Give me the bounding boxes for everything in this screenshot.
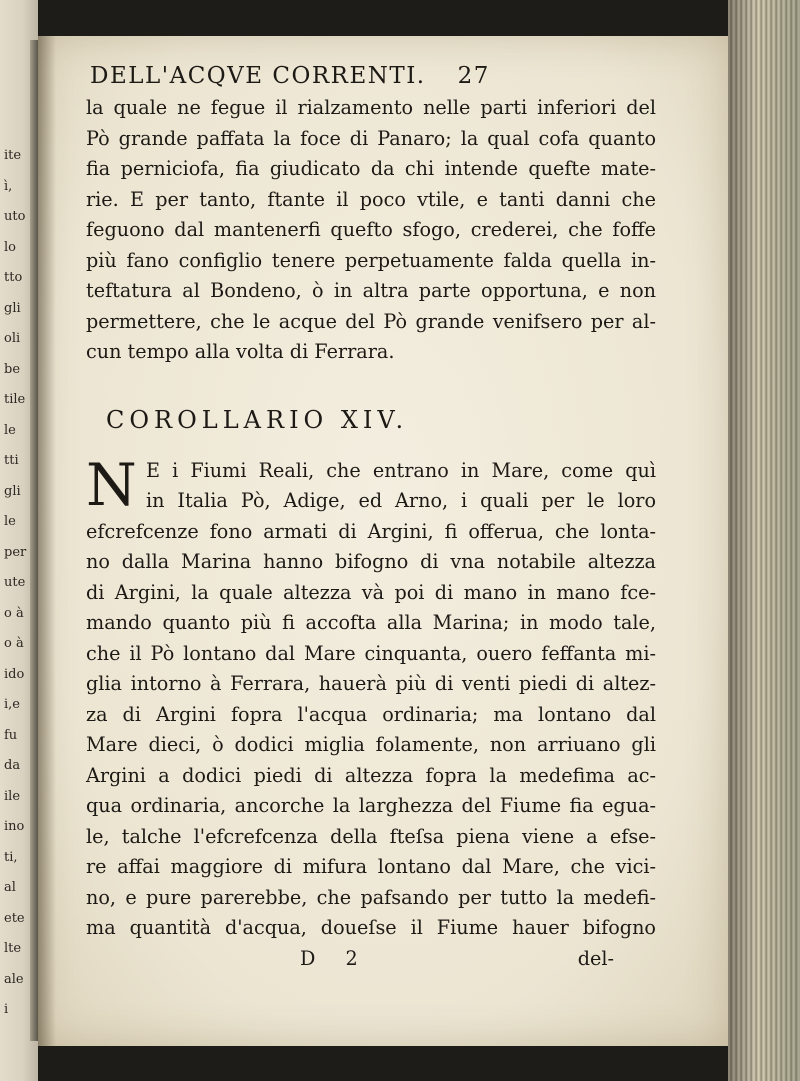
book-binding bbox=[30, 40, 38, 1041]
text-line: qua ordinaria, ancorche la larghezza del Fiume fia egua- bbox=[86, 794, 656, 817]
margin-fragment: o à bbox=[4, 605, 24, 621]
margin-fragment: ete bbox=[4, 910, 25, 926]
text-line: che il Pò lontano dal Mare cinquanta, ouero feffanta mi- bbox=[86, 641, 656, 665]
margin-fragment: gli bbox=[4, 483, 21, 499]
margin-fragment: ì, bbox=[4, 178, 13, 194]
margin-fragment: be bbox=[4, 361, 21, 377]
signature-mark: D 2 bbox=[300, 946, 370, 970]
margin-fragment: ute bbox=[4, 575, 26, 590]
text-line: Argini a dodici piedi di altezza fopra la medefima ac- bbox=[86, 763, 656, 787]
text-line: teftatura al Bondeno, ò in altra parte opportuna, e non bbox=[86, 279, 656, 302]
margin-fragment: ti, bbox=[4, 849, 18, 865]
page-text bbox=[86, 63, 656, 974]
text-line: efcrefcenze fono armati di Argini, fi offerua, che lonta- bbox=[86, 519, 656, 543]
running-header bbox=[90, 63, 656, 93]
text-line: di Argini, la quale altezza và poi di mano in mano fce- bbox=[86, 580, 656, 604]
text-line: E i Fiumi Reali, che entrano in Mare, come quì bbox=[146, 458, 656, 482]
text-line: le, talche l'efcrefcenza della fteſsa piena viene a efse- bbox=[86, 824, 656, 848]
text-line: ma quantità d'acqua, doueſse il Fiume hauer bifogno bbox=[86, 916, 656, 939]
margin-fragment: da bbox=[4, 758, 21, 773]
margin-fragment: lo bbox=[4, 239, 16, 255]
margin-fragment: le bbox=[4, 422, 16, 438]
text-line: za di Argini fopra l'acqua ordinaria; ma lontano dal bbox=[86, 702, 656, 726]
margin-fragment: o à bbox=[4, 636, 24, 651]
page-number: 27 bbox=[457, 63, 490, 89]
section-title: COROLLARIO XIV. bbox=[106, 405, 409, 434]
margin-fragment: ile bbox=[4, 788, 21, 804]
margin-fragment: per bbox=[4, 544, 27, 560]
text-line: la quale ne fegue il rialzamento nelle parti inferiori del bbox=[86, 96, 656, 119]
margin-fragment: gli bbox=[4, 300, 21, 316]
paragraph-2 bbox=[86, 450, 656, 944]
text-line: no, e pure parerebbe, che pafsando per tutto la medefi- bbox=[86, 885, 656, 909]
page-footer bbox=[86, 944, 656, 974]
text-line: feguono dal mantenerfi quefto sfogo, crederei, che foffe bbox=[86, 218, 656, 241]
margin-fragment: tto bbox=[4, 270, 23, 285]
margin-fragment: ale bbox=[4, 971, 24, 987]
text-line: in Italia Pò, Adige, ed Arno, i quali per le loro bbox=[146, 489, 656, 512]
text-line: Mare dieci, ò dodici miglia folamente, non arriuano gli bbox=[86, 733, 656, 756]
running-title: DELL'ACQVE CORRENTI. bbox=[90, 63, 426, 89]
margin-fragment: le bbox=[4, 514, 16, 529]
margin-fragment: oli bbox=[4, 331, 21, 346]
margin-fragment: ido bbox=[4, 666, 25, 682]
text-line: mando quanto più fi accofta alla Marina; in modo tale, bbox=[86, 611, 656, 634]
paragraph-1 bbox=[86, 93, 656, 368]
drop-cap: N bbox=[86, 450, 137, 519]
gutter-shadow bbox=[38, 36, 56, 1046]
margin-fragment: fu bbox=[4, 727, 18, 743]
margin-fragment: lte bbox=[4, 941, 22, 956]
margin-fragment: ite bbox=[4, 148, 22, 163]
facing-page-edge bbox=[0, 0, 38, 1081]
margin-fragment: ino bbox=[4, 819, 25, 834]
text-line: Pò grande paffata la foce di Panaro; la qual cofa quanto bbox=[86, 126, 656, 150]
catchword: del- bbox=[577, 946, 614, 970]
text-line: no dalla Marina hanno bifogno di vna notabile altezza bbox=[86, 550, 656, 573]
margin-fragment: al bbox=[4, 880, 16, 895]
text-line: permettere, che le acque del Pò grande venifsero per al- bbox=[86, 309, 656, 333]
text-line: cun tempo alla volta di Ferrara. bbox=[86, 340, 395, 363]
text-line: re affai maggiore di mifura lontano dal Mare, che vici- bbox=[86, 855, 656, 878]
margin-fragment: i bbox=[4, 1002, 9, 1017]
margin-fragment: i,e bbox=[4, 697, 20, 712]
text-line: rie. E per tanto, ftante il poco vtile, e tanti danni che bbox=[86, 187, 656, 211]
text-line: più fano configlio tenere perpetuamente falda quella in- bbox=[86, 248, 656, 272]
text-line: fia perniciofa, fia giudicato da chi intende quefte mate- bbox=[86, 157, 656, 180]
margin-fragment: tti bbox=[4, 453, 19, 468]
text-line: glia intorno à Ferrara, hauerà più di venti piedi di altez- bbox=[86, 672, 656, 695]
margin-fragment: uto bbox=[4, 209, 26, 224]
page-stack-edge bbox=[728, 0, 800, 1081]
margin-fragment: tile bbox=[4, 392, 26, 407]
